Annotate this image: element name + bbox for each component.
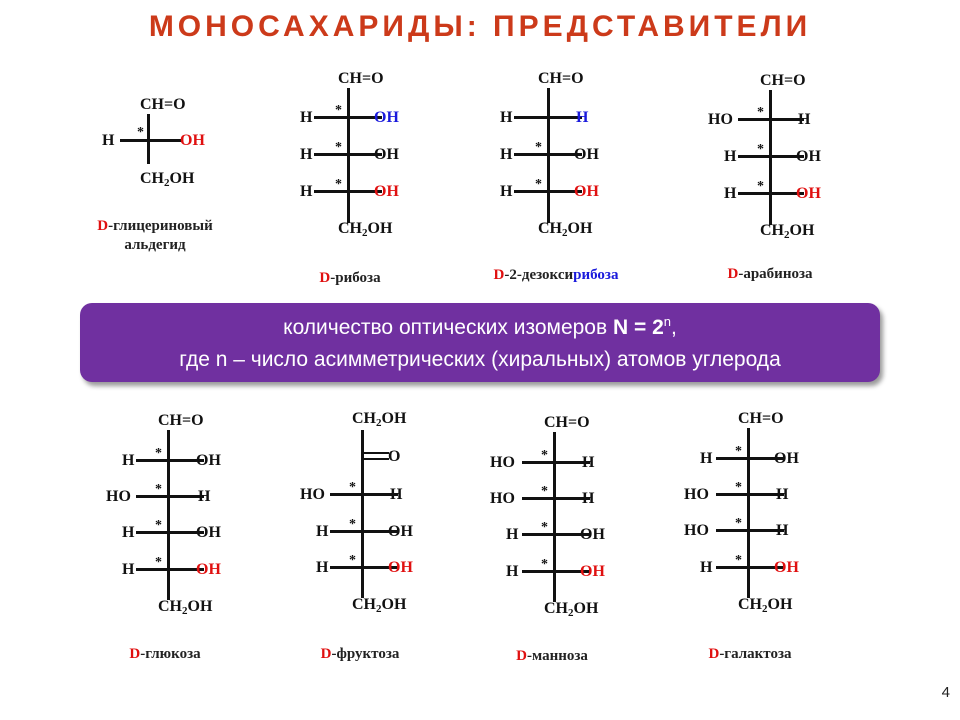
- caption-glyceraldehyde: D-глицериновый альдегид: [97, 218, 213, 253]
- caption-galactose: D-галактоза: [708, 646, 792, 662]
- formula-glyceraldehyde: CH=O H * OH CH2OH: [102, 96, 205, 189]
- formula-ribose: CH=O H H H * * * OH OH OH CH2OH: [300, 70, 399, 239]
- formula-glucose: CH=O H HO H H * * * * OH H OH OH CH2OH: [106, 412, 221, 617]
- formula-mannose: CH=O HO HO H H * * * * H H OH OH CH2OH: [490, 414, 605, 619]
- banner-line-1: количество оптических изомеров $N = 2^n$,: [283, 314, 677, 339]
- caption-fructose: D-фруктоза: [320, 646, 400, 662]
- page-title: МОНОСАХАРИДЫ: ПРЕДСТАВИТЕЛИ: [148, 10, 812, 43]
- formula-galactose: CH=O H HO HO H * * * * OH H H OH CH2OH: [684, 410, 799, 615]
- caption-arabinose: D-арабиноза: [727, 266, 813, 282]
- caption-ribose: D-рибоза: [319, 270, 381, 286]
- page-number: 4: [941, 684, 950, 701]
- formula-fructose: CH2OH O HO H H * * * H OH OH CH2OH: [300, 410, 413, 615]
- ch2oh-group: CH2OH: [140, 170, 195, 189]
- caption-mannose: D-манноза: [516, 648, 588, 664]
- formula-deoxyribose: CH=O H H H * * H OH OH CH2OH: [500, 70, 599, 239]
- caption-deoxyribose: D-2-дезоксирибоза: [493, 267, 619, 283]
- cho-group: CH=O: [140, 96, 186, 113]
- caption-glucose: D-глюкоза: [129, 646, 201, 662]
- isomer-formula-banner: [80, 303, 880, 382]
- formula-arabinose: CH=O HO H H * * * H OH OH CH2OH: [708, 72, 821, 241]
- banner-line-2: где n – число асимметрических (хиральных) атомов углерода: [179, 348, 781, 371]
